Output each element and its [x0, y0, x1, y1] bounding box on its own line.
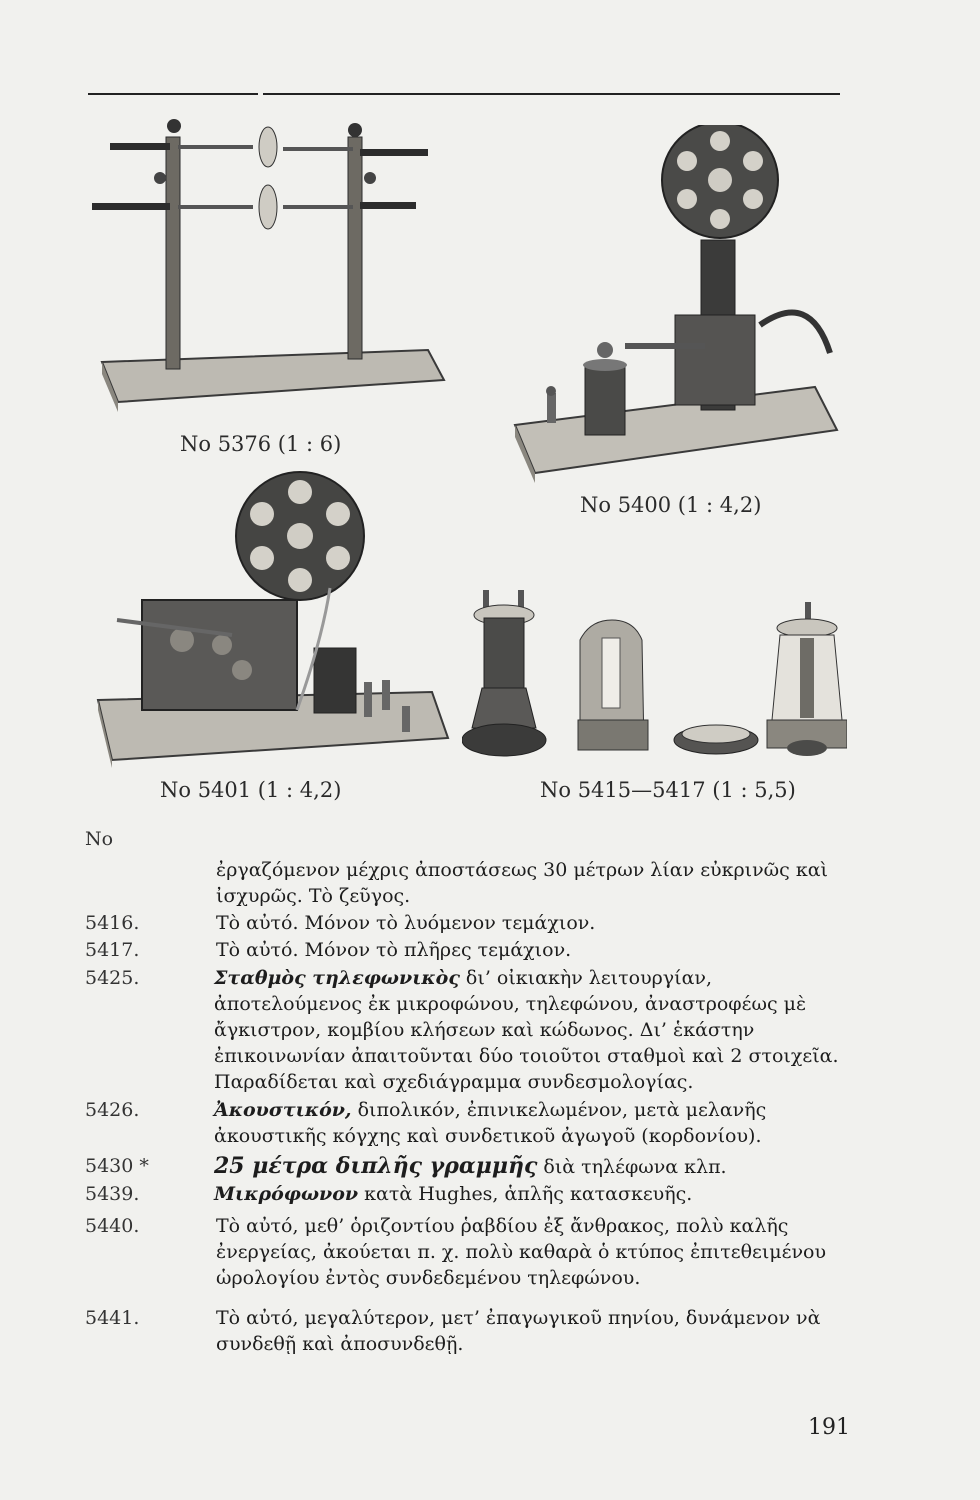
entry-number: 5426.: [85, 1099, 140, 1121]
header-rule-right: [263, 93, 840, 95]
catalog-entry-5416: [85, 910, 860, 936]
catalog-entry-5425: [85, 965, 860, 1095]
entry-title: Σταθμὸς τηλεφωνικὸς: [214, 967, 460, 989]
catalog-entry-5440: [85, 1213, 860, 1291]
page-number: 191: [808, 1415, 850, 1440]
entry-text: [214, 1181, 860, 1207]
header-rule-left: [88, 93, 258, 95]
figure-5376-illustration: [88, 112, 453, 422]
figure-5400-illustration: [505, 125, 845, 490]
catalog-entry-5426: [85, 1097, 860, 1149]
entry-text: Τὸ αὐτό. Μόνον τὸ λυόμενον τεμάχιον.: [216, 912, 596, 934]
entry-title: Ἀκουστικόν,: [214, 1099, 352, 1121]
entry-number: 5417.: [85, 939, 140, 961]
catalog-entry-5430: [85, 1153, 860, 1180]
entry-text: ἐργαζόμενον μέχρις ἀποστάσεως 30 μέτρων λίαν εὐκρινῶς καὶ ἰσχυρῶς. Τὸ ζεῦγος.: [216, 859, 828, 907]
entry-number: 5439.: [85, 1183, 140, 1205]
catalog-entry-continuation: [85, 857, 860, 909]
catalog-entry-5417: [85, 937, 860, 963]
entry-description: κατὰ Hughes, ἁπλῆς κατασκευῆς.: [358, 1183, 693, 1205]
entry-number: 5425.: [85, 967, 140, 989]
figure-5376-caption: No 5376 (1 : 6): [180, 432, 342, 456]
entry-description: δι’ οἰκιακὴν λειτουργίαν, ἀποτελούμενος ἐκ μικροφώνου, τηλεφώνου, ἀναστροφέως μὲ ἄγκιστρον, κομβίου κλήσεων καὶ κώδωνος. Δι’ ἑκάστην ἐπικοινωνίαν ἀπαιτοῦνται δύο τοιοῦτοι σταθμοὶ καὶ 2 στοιχεῖα. Παραδίδεται καὶ σχεδιάγραμμα συνδεσμολογίας.: [214, 967, 839, 1093]
entry-number: 5441.: [85, 1307, 140, 1329]
entry-text: [214, 1097, 860, 1149]
figure-5401-illustration: [92, 470, 452, 770]
figure-5400-caption: No 5400 (1 : 4,2): [580, 493, 762, 517]
entry-number: 5430 *: [85, 1155, 149, 1177]
entry-number: 5440.: [85, 1215, 140, 1237]
entry-title: 25 μέτρα διπλῆς γραμμῆς: [214, 1153, 538, 1179]
entry-text: [214, 965, 860, 1095]
entry-description: διπολικόν, ἐπινικελωμένον, μετὰ μελανῆς ἀκουστικῆς κόγχης καὶ συνδετικοῦ ἀγωγοῦ (κορδονίου).: [214, 1099, 767, 1147]
figure-5415-illustration: [462, 580, 847, 780]
entry-number: 5416.: [85, 912, 140, 934]
entry-text: Τὸ αὐτό, μεγαλύτερον, μετ’ ἐπαγωγικοῦ πηνίου, δυνάμενον νὰ συνδεθῇ καὶ ἀποσυνδεθῇ.: [216, 1307, 821, 1355]
figure-5415-caption: No 5415—5417 (1 : 5,5): [540, 778, 796, 802]
figure-5401-caption: No 5401 (1 : 4,2): [160, 778, 342, 802]
entry-text: Τὸ αὐτό. Μόνον τὸ πλῆρες τεμάχιον.: [216, 939, 572, 961]
entry-text: Τὸ αὐτό, μεθ’ ὁριζοντίου ῥαβδίου ἐξ ἄνθρακος, πολὺ καλῆς ἐνεργείας, ἀκούεται π. χ. πολὺ καθαρὰ ὁ κτύπος ἐπιτεθειμένου ὡρολογίου ἐντὸς συνδεδεμένου τηλεφώνου.: [216, 1215, 827, 1289]
entry-description: διὰ τηλέφωνα κλπ.: [537, 1156, 727, 1178]
catalog-entry-5441: [85, 1305, 860, 1357]
number-column-header: No: [85, 828, 114, 850]
entry-title: Μικρόφωνον: [214, 1183, 359, 1205]
entry-text: [214, 1153, 860, 1180]
catalog-entry-5439: [85, 1181, 860, 1207]
